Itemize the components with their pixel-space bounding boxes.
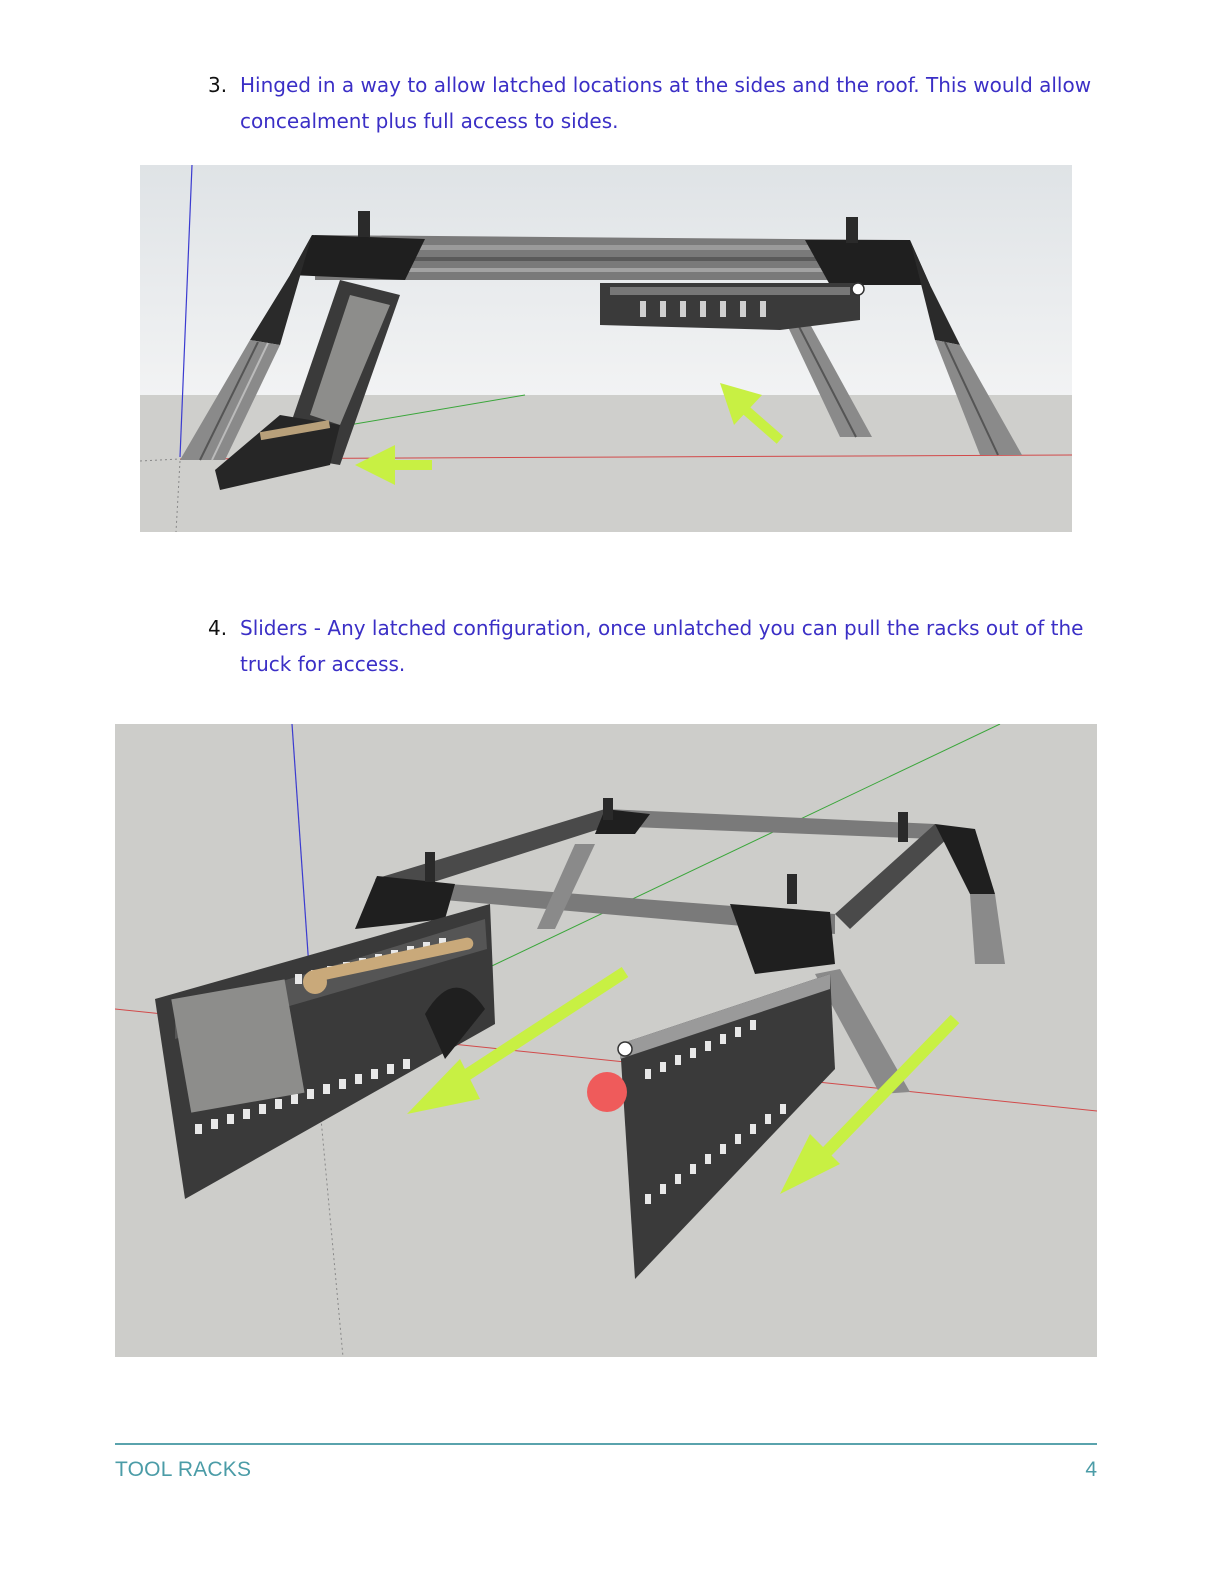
list-item-number: 3. bbox=[208, 73, 228, 97]
list-item-text: Hinged in a way to allow latched locations at the sides and the roof. This would allow concealment plus full access to sides. bbox=[240, 73, 1092, 133]
rack-render-image bbox=[140, 165, 1072, 532]
footer-title: TOOL RACKS bbox=[115, 1458, 252, 1481]
list-item-number: 4. bbox=[208, 616, 228, 640]
footer-divider bbox=[115, 1443, 1097, 1445]
list-item-3 bbox=[208, 67, 1108, 139]
hinged-rack-render bbox=[140, 165, 1072, 532]
list-item-text: Sliders - Any latched configuration, once unlatched you can pull the racks out of the truck for access. bbox=[240, 616, 1084, 676]
rack-render-image bbox=[115, 724, 1097, 1357]
page-number: 4 bbox=[1085, 1458, 1097, 1481]
slider-rack-render bbox=[115, 724, 1097, 1357]
list-item-4 bbox=[208, 610, 1108, 682]
